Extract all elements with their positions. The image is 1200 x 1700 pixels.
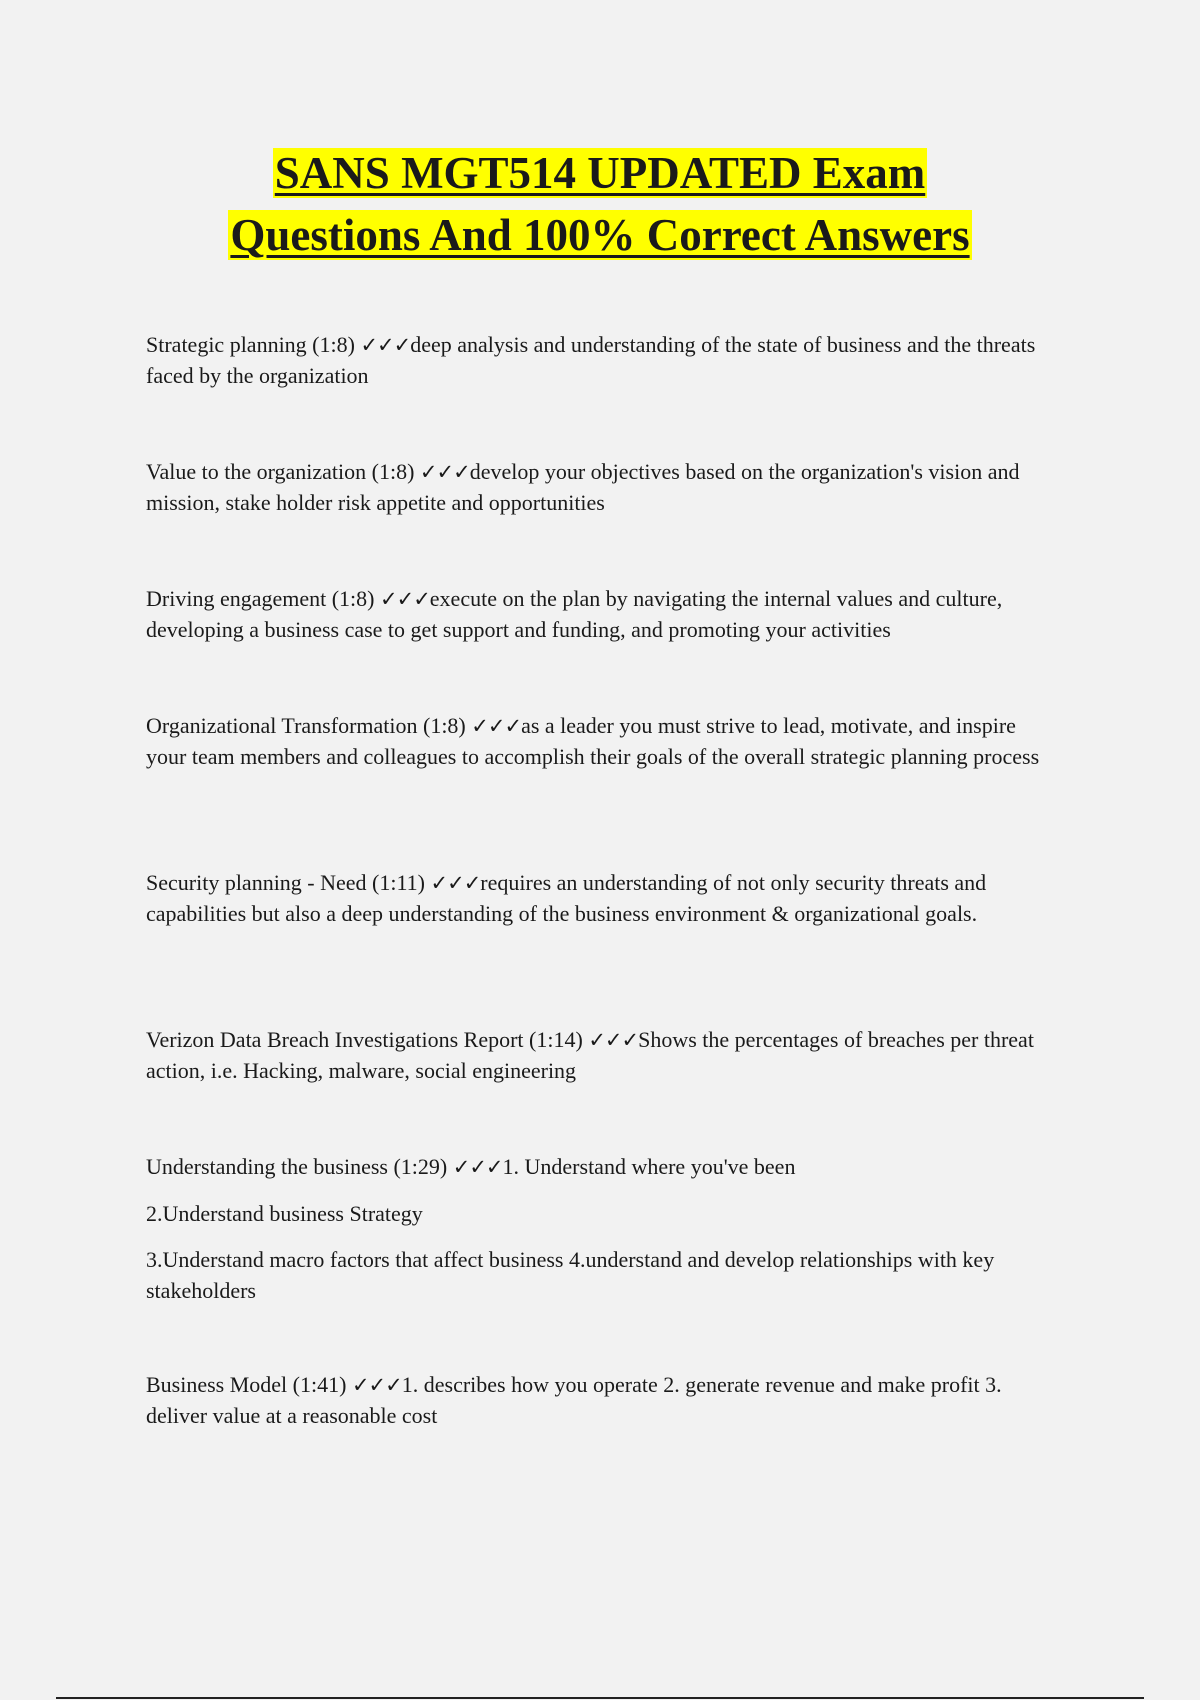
qa-answer-continuation: 2.Understand business Strategy — [146, 1200, 423, 1226]
checkmark-icon: ✓✓✓ — [419, 460, 470, 484]
checkmark-icon: ✓✓✓ — [471, 714, 522, 738]
checkmark-icon: ✓✓✓ — [360, 333, 411, 357]
qa-answer: 1. Understand where you've been — [502, 1154, 796, 1179]
qa-item — [146, 1370, 1046, 1431]
qa-item-text — [146, 584, 1046, 645]
qa-term: Understanding the business (1:29) — [146, 1154, 453, 1179]
title-line-1-text: SANS MGT514 UPDATED Exam — [274, 148, 926, 198]
qa-item-text — [146, 1370, 1046, 1431]
title-line-2-text: Questions And 100% Correct Answers — [230, 210, 970, 260]
checkmark-icon: ✓✓✓ — [452, 1155, 503, 1179]
title-line-2 — [0, 204, 1200, 266]
qa-item-text — [146, 868, 1046, 929]
qa-item-text — [146, 330, 1046, 391]
qa-item — [146, 330, 1046, 391]
checkmark-icon: ✓✓✓ — [380, 587, 430, 611]
title-line-1 — [0, 142, 1200, 204]
footer-divider — [56, 1697, 1144, 1699]
qa-item — [146, 868, 1046, 929]
qa-term: Verizon Data Breach Investigations Report (1:14) — [146, 1027, 589, 1052]
qa-term: Driving engagement (1:8) — [146, 586, 380, 611]
checkmark-icon: ✓✓✓ — [588, 1028, 639, 1052]
qa-term: Organizational Transformation (1:8) — [146, 713, 472, 738]
qa-answer: as a leader you must strive to lead, motivate, and inspire your team members and colleagues to accomplish their goals of the overall strategic planning process — [146, 713, 1040, 769]
document-title — [0, 142, 1200, 266]
qa-answer: develop your objectives based on the organization's vision and mission, stake holder risk appetite and opportunities — [146, 459, 1020, 515]
checkmark-icon: ✓✓✓ — [351, 1373, 402, 1397]
qa-item — [146, 1152, 1046, 1306]
qa-term: Strategic planning (1:8) — [146, 332, 361, 357]
checkmark-icon: ✓✓✓ — [430, 871, 481, 895]
qa-item-text — [146, 1025, 1046, 1086]
qa-item — [146, 584, 1046, 645]
qa-answer-continuation: 3.Understand macro factors that affect business 4.understand and develop relationships with key stakeholders — [146, 1247, 995, 1303]
qa-item-text — [146, 711, 1046, 772]
qa-answer: Shows the percentages of breaches per threat action, i.e. Hacking, malware, social engineering — [146, 1027, 1034, 1083]
qa-answer: 1. describes how you operate 2. generate revenue and make profit 3. deliver value at a reasonable cost — [146, 1372, 1002, 1428]
qa-term: Business Model (1:41) — [146, 1372, 352, 1397]
qa-item-text — [146, 1152, 1046, 1183]
qa-term: Security planning - Need (1:11) — [146, 870, 431, 895]
qa-answer: execute on the plan by navigating the internal values and culture, developing a business case to get support and funding, and promoting your activities — [146, 586, 1003, 642]
qa-term: Value to the organization (1:8) — [146, 459, 420, 484]
qa-answer: requires an understanding of not only security threats and capabilities but also a deep understanding of the business environment & organizational goals. — [146, 870, 987, 926]
qa-item — [146, 457, 1046, 518]
qa-item — [146, 1025, 1046, 1086]
qa-answer: deep analysis and understanding of the state of business and the threats faced by the organization — [146, 332, 1036, 388]
qa-item — [146, 711, 1046, 772]
qa-item-text — [146, 457, 1046, 518]
